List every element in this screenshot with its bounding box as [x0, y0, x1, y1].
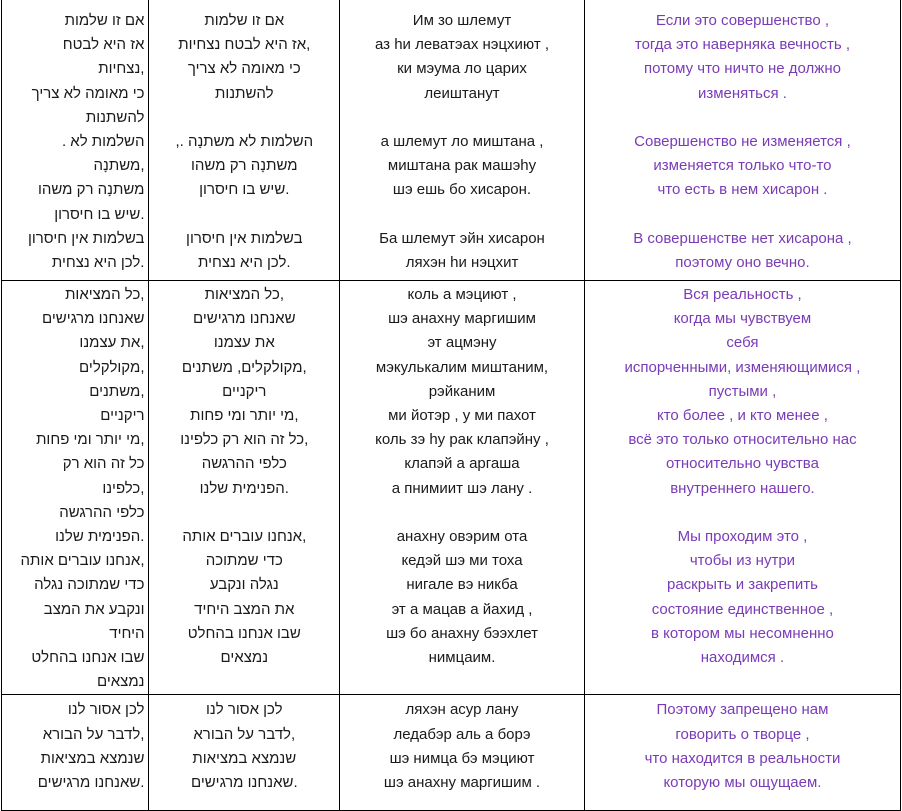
- cell-content: [585, 0, 900, 275]
- text-line: כדי שמתוכה נגלה: [34, 576, 145, 594]
- text-line: В совершенстве нет хисарона ,: [633, 229, 852, 247]
- table-row: [2, 695, 901, 811]
- text-line: .הפנימית שלנו: [199, 479, 289, 497]
- text-line: ריקניים: [100, 407, 145, 425]
- text-line: שאנחנו מרגישים: [193, 310, 296, 328]
- text-line: נגלה ונקבע: [209, 576, 279, 594]
- paragraph-gap: [149, 501, 339, 525]
- table-row: [2, 281, 901, 695]
- text-line: состояние единственное ,: [651, 600, 834, 618]
- text-line: ,אנחנו עוברים אותה: [182, 528, 307, 546]
- text-line: כי מאומה לא צריך: [187, 60, 301, 78]
- text-line: Если это совершенство ,: [655, 12, 830, 29]
- transliteration-cell: [340, 281, 585, 695]
- text-line: ,מי יותר ומי פחות: [36, 431, 145, 449]
- text-line: ляхэн hи нэцхит: [405, 254, 519, 271]
- text-line: Ба шлемут эйн хисарон: [379, 229, 545, 247]
- text-line: шэ ешь бо хисарон.: [392, 181, 532, 199]
- cell-content: [340, 0, 584, 275]
- hebrew-text-cell-2: [149, 0, 340, 281]
- text-line: Вся реальность ,: [683, 286, 802, 303]
- text-line: говорить о творце ,: [675, 725, 810, 743]
- text-line: чтобы из нутри: [689, 552, 796, 570]
- text-line: а шлемут ло миштана ,: [380, 133, 544, 150]
- paragraph-gap: [585, 501, 900, 525]
- paragraph-gap: [149, 203, 339, 227]
- text-line: שבו אנחנו בהחלט: [31, 649, 145, 667]
- text-line: את המצב היחיד: [194, 600, 295, 618]
- text-line: шэ нимца бэ мэциют: [389, 749, 535, 767]
- text-line: ,את עצמנו: [79, 334, 145, 352]
- text-line: משתנָה רק משהו: [191, 157, 298, 175]
- text-line: ,משתנים: [89, 382, 145, 400]
- cell-content: [2, 0, 148, 275]
- hebrew-text-cell-2: [149, 281, 340, 695]
- transliteration-cell: [340, 0, 585, 281]
- text-line: ледабэр аль а борэ: [393, 725, 531, 743]
- text-line: внутреннего нашего.: [670, 479, 815, 497]
- text-line: ,מי יותר ומי פחות: [190, 407, 299, 425]
- text-line: находимся .: [700, 649, 785, 667]
- text-line: ,מקולקלים, משתנים: [181, 358, 307, 376]
- text-line: כי מאומה לא צריך: [31, 84, 145, 102]
- text-line: כלפי ההרגשה: [59, 503, 145, 521]
- text-line: изменяться .: [697, 84, 787, 102]
- text-line: поэтому оно вечно.: [675, 254, 810, 271]
- paragraph-gap: [340, 501, 584, 525]
- text-line: кто более , и кто менее ,: [656, 407, 828, 425]
- table-row: [2, 0, 901, 281]
- text-line: כדי שמתוכה: [205, 552, 283, 570]
- text-line: что находится в реальности: [644, 749, 841, 767]
- text-line: משתנָה רק משהו: [37, 181, 145, 199]
- hebrew-text-cell-2: [149, 695, 340, 811]
- text-line: .שאנחנו מרגישים: [37, 774, 145, 792]
- transliteration-cell: [340, 695, 585, 811]
- text-line: ,נצחיות: [98, 60, 145, 78]
- text-line: нигале вэ никба: [406, 576, 518, 594]
- text-line: .לכן היא נצחית: [51, 254, 145, 272]
- russian-translation-cell: [584, 0, 900, 281]
- text-line: השלמות לא משתנָה .,: [175, 133, 314, 150]
- text-line: эт а мацав а йахид ,: [391, 600, 533, 618]
- text-line: שאנחנו מרגישים: [41, 310, 145, 328]
- cell-content: [2, 281, 148, 694]
- text-line: ,מקולקלים: [79, 358, 145, 376]
- text-line: Мы проходим это ,: [677, 528, 808, 546]
- text-line: относительно чувства: [665, 455, 819, 473]
- text-line: коль а мэциют ,: [407, 286, 517, 303]
- text-line: בשלמות אין חיסרון: [27, 229, 145, 247]
- text-line: коль зэ hу рак клапэйну ,: [375, 431, 549, 449]
- text-line: а пнимиит шэ лану .: [391, 479, 533, 497]
- paragraph-gap: [340, 203, 584, 227]
- text-line: שנמצא במציאות: [40, 749, 145, 767]
- russian-translation-cell: [584, 695, 900, 811]
- cell-content: [149, 695, 339, 795]
- text-line: נמצאים: [220, 649, 269, 667]
- text-line: לכן אסור לנו: [67, 701, 145, 719]
- text-line: ляхэн асур лану: [405, 701, 519, 719]
- text-line: что есть в нем хисарон .: [657, 181, 828, 199]
- text-line: בשלמות אין חיסרון: [186, 229, 303, 247]
- text-line: анахну овэрим ота: [396, 528, 528, 546]
- hebrew-text-cell: [2, 695, 149, 811]
- text-line: миштана рак машэhу: [387, 157, 537, 175]
- text-line: ,כלפינו: [102, 479, 145, 497]
- cell-content: [2, 695, 148, 795]
- text-line: נמצאים: [96, 673, 145, 691]
- text-line: אם זו שלמות: [64, 12, 145, 29]
- text-line: להשתנות: [215, 84, 274, 102]
- text-line: ,כל המציאות: [204, 286, 284, 303]
- hebrew-text-cell: [2, 0, 149, 281]
- text-line: Им зо шлемут: [412, 12, 512, 29]
- paragraph-gap: [340, 106, 584, 130]
- cell-content: [149, 281, 339, 670]
- text-line: ,לדבר על הבורא: [193, 725, 296, 743]
- text-line: שבו אנחנו בהחלט: [187, 624, 301, 642]
- text-line: Совершенство не изменяется ,: [634, 133, 851, 150]
- text-line: которую мы ощущаем.: [663, 774, 822, 792]
- text-line: אם זו שלמות: [204, 12, 285, 29]
- text-line: нимцаим.: [428, 649, 496, 667]
- text-line: להשתנות: [85, 108, 145, 126]
- text-line: .שיש בו חיסרון: [199, 181, 290, 199]
- text-line: לכן אסור לנו: [205, 701, 283, 719]
- text-line: эт ацмэну: [427, 334, 497, 352]
- text-line: испорченными, изменяющимися ,: [624, 358, 861, 376]
- text-line: шэ бо анахну бээхлет: [386, 624, 538, 642]
- text-line: ки мэума ло царих: [397, 60, 527, 78]
- text-line: мэкулькалим миштаним,: [375, 358, 549, 376]
- text-line: себя: [726, 334, 759, 352]
- text-line: את עצמנו: [213, 334, 275, 352]
- text-line: כל זה הוא רק: [62, 455, 145, 473]
- text-line: ריקניים: [222, 382, 267, 400]
- paragraph-gap: [585, 106, 900, 130]
- cell-content: [585, 281, 900, 670]
- text-line: ונקבע את המצב: [43, 600, 145, 618]
- text-line: השלמות לא .: [61, 133, 145, 151]
- text-line: ,אנחנו עוברים אותה: [20, 552, 145, 570]
- cell-content: [585, 695, 900, 795]
- text-line: אז היא לבטח: [62, 36, 145, 54]
- text-line: аз hи леватэах нэцхиют ,: [374, 36, 550, 54]
- table-body: [2, 0, 901, 811]
- text-line: .שאנחנו מרגישים: [190, 774, 298, 792]
- text-line: кедэй шэ ми тоха: [401, 552, 523, 570]
- russian-translation-cell: [584, 281, 900, 695]
- text-line: рэйканим: [428, 382, 496, 400]
- text-line: потому что ничто не должно: [643, 60, 841, 78]
- text-line: всё это только относительно нас: [628, 431, 857, 449]
- text-line: כלפי ההרגשה: [201, 455, 287, 473]
- text-line: ,אז היא לבטח נצחיות: [178, 36, 311, 54]
- text-line: ,משתנָה: [93, 157, 145, 175]
- text-line: шэ анахну маргишим .: [383, 774, 541, 792]
- hebrew-text-cell: [2, 281, 149, 695]
- text-line: ,כל המציאות: [65, 286, 145, 303]
- text-line: раскрыть и закрепить: [666, 576, 818, 594]
- translation-table: [1, 0, 901, 811]
- text-line: в котором мы несомненно: [651, 624, 834, 642]
- paragraph-gap: [585, 203, 900, 227]
- text-line: .לכן היא נצחית: [198, 254, 291, 271]
- text-line: שנמצא במציאות: [192, 749, 297, 767]
- text-line: ми йотэр , у ми пахот: [388, 407, 536, 425]
- cell-content: [149, 0, 339, 275]
- text-line: Поэтому запрещено нам: [656, 701, 829, 719]
- cell-content: [340, 695, 584, 795]
- text-line: шэ анахну маргишим: [388, 310, 536, 328]
- text-line: ,כל זה הוא רק כלפינו: [180, 431, 309, 449]
- text-line: тогда это наверняка вечность ,: [634, 36, 851, 54]
- cell-content: [340, 281, 584, 670]
- text-line: когда мы чувствуем: [673, 310, 812, 328]
- text-line: היחיד: [109, 624, 145, 642]
- text-line: изменяется только что-то: [653, 157, 832, 175]
- paragraph-gap: [149, 106, 339, 130]
- text-line: леиштанут: [424, 84, 500, 102]
- text-line: .שיש בו חיסרון: [54, 205, 145, 223]
- text-line: ,לדבר על הבורא: [42, 725, 145, 743]
- text-line: .הפנימית שלנו: [55, 528, 145, 546]
- text-line: клапэй а аргаша: [404, 455, 520, 473]
- text-line: пустыми ,: [708, 382, 777, 400]
